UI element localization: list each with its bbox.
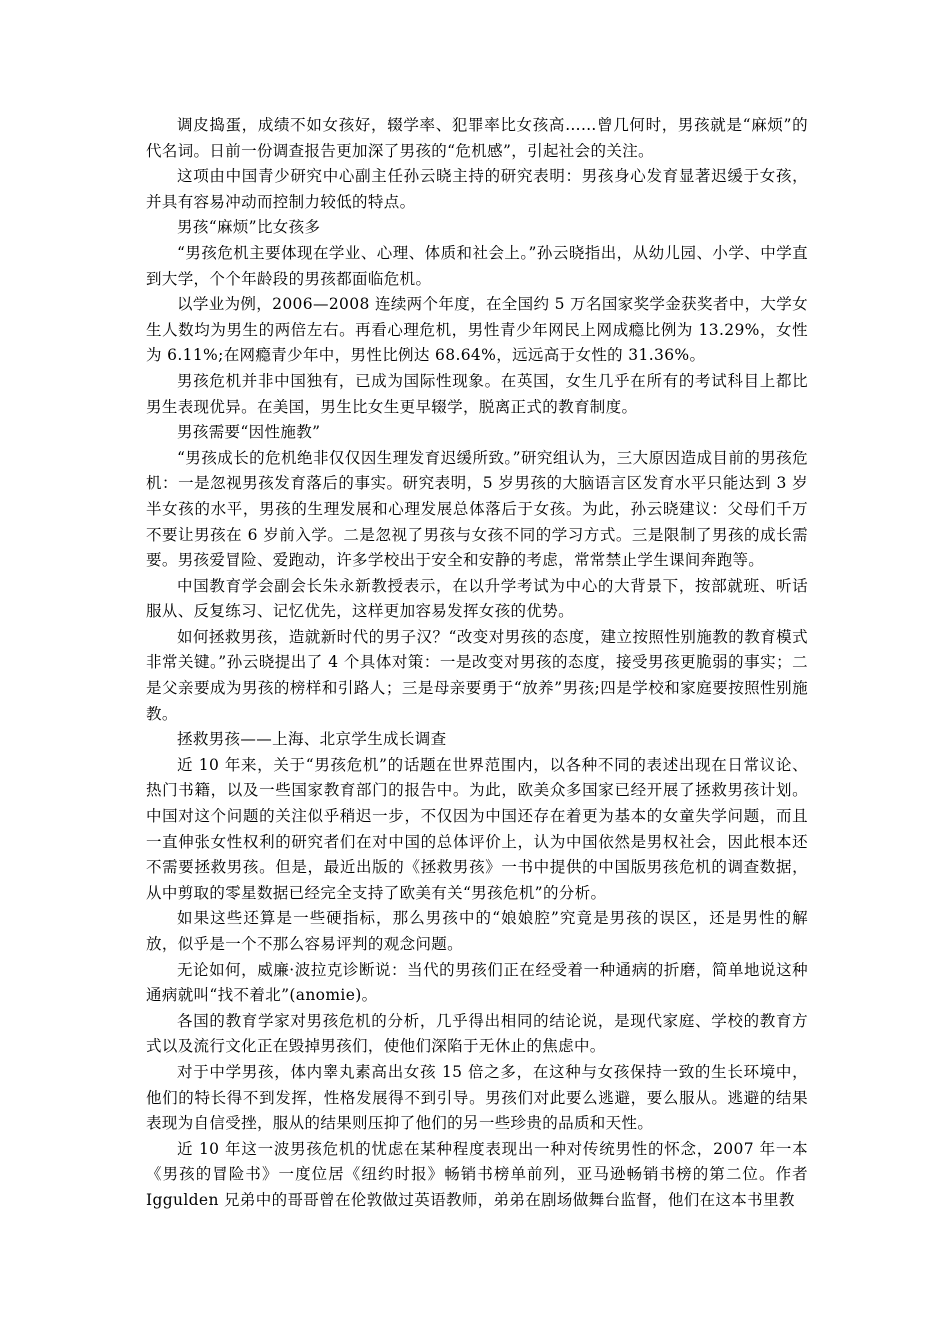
paragraph: 对于中学男孩，体内睾丸素高出女孩 15 倍之多，在这种与女孩保持一致的生长环境中，他们的特长得不到发挥，性格发展得不到引导。男孩们对此要么逃避，要么服从。逃避的结果表现为自信受挫，服从的结果则压抑了他们的另一些珍贵的品质和天性。 — [146, 1062, 808, 1133]
paragraph: “男孩危机主要体现在学业、心理、体质和社会上。”孙云晓指出，从幼儿园、小学、中学直到大学，个个年龄段的男孩都面临危机。 — [146, 243, 808, 288]
paragraph: 如何拯救男孩，造就新时代的男子汉？“改变对男孩的态度，建立按照性别施教的教育模式非常关键。”孙云晓提出了 4 个具体对策：一是改变对男孩的态度，接受男孩更脆弱的事实；二是父亲要成为男孩的榜样和引路人；三是母亲要勇于“放养”男孩;四是学校和家庭要按照性别施教。 — [146, 627, 808, 723]
paragraph: 近 10 年这一波男孩危机的忧虑在某种程度表现出一种对传统男性的怀念，2007 年一本《男孩的冒险书》一度位居《纽约时报》畅销书榜单前列，亚马逊畅销书榜的第二位。作者 Iggulden 兄弟中的哥哥曾在伦敦做过英语教师，弟弟在剧场做舞台监督，他们在这本书里教 — [146, 1139, 808, 1209]
paragraph: 男孩危机并非中国独有，已成为国际性现象。在英国，女生几乎在所有的考试科目上都比男生表现优异。在美国，男生比女生更早辍学，脱离正式的教育制度。 — [146, 371, 808, 416]
paragraph: 各国的教育学家对男孩危机的分析，几乎得出相同的结论说，是现代家庭、学校的教育方式以及流行文化正在毁掉男孩们，使他们深陷于无休止的焦虑中。 — [146, 1011, 808, 1056]
paragraph: 调皮捣蛋，成绩不如女孩好，辍学率、犯罪率比女孩高……曾几何时，男孩就是“麻烦”的代名词。日前一份调查报告更加深了男孩的“危机感”，引起社会的关注。 — [146, 116, 808, 160]
section-heading: 男孩“麻烦”比女孩多 — [177, 218, 321, 237]
document-page — [146, 113, 808, 1214]
paragraph: 中国教育学会副会长朱永新教授表示，在以升学考试为中心的大背景下，按部就班、听话服从、反复练习、记忆优先，这样更加容易发挥女孩的优势。 — [146, 576, 808, 621]
paragraph: 近 10 年来，关于“男孩危机”的话题在世界范围内，以各种不同的表述出现在日常议论、热门书籍，以及一些国家教育部门的报告中。为此，欧美众多国家已经开展了拯救男孩计划。中国对这个问题的关注似乎稍迟一步，不仅因为中国还存在着更为基本的女童失学问题，而且一直伸张女性权利的研究者们在对中国的总体评价上，认为中国依然是男权社会，因此根本还不需要拯救男孩。但是，最近出版的《拯救男孩》一书中提供的中国版男孩危机的调查数据，从中剪取的零星数据已经完全支持了欧美有关“男孩危机”的分析。 — [146, 755, 808, 902]
section-heading: 男孩需要“因性施教” — [177, 423, 321, 442]
paragraph: “男孩成长的危机绝非仅仅因生理发育迟缓所致。”研究组认为，三大原因造成目前的男孩危机：一是忽视男孩发育落后的事实。研究表明，5 岁男孩的大脑语言区发育水平只能达到 3 岁半女孩的水平，男孩的生理发展和心理发展总体落后于女孩。为此，孙云晓建议：父母们千万不要让男孩在 6 岁前入学。二是忽视了男孩与女孩不同的学习方式。三是限制了男孩的成长需要。男孩爱冒险、爱跑动，许多学校出于安全和安静的考虑，常常禁止学生课间奔跑等。 — [146, 448, 808, 570]
paragraph: 无论如何，威廉·波拉克诊断说：当代的男孩们正在经受着一种通病的折磨，简单地说这种通病就叫“找不着北”(anomie)。 — [146, 960, 808, 1005]
paragraph: 以学业为例，2006—2008 连续两个年度，在全国约 5 万名国家奖学金获奖者中，大学女生人数均为男生的两倍左右。再看心理危机，男性青少年网民上网成瘾比例为 13.29%，女性为 6.11%;在网瘾青少年中，男性比例达 68.64%，远远高于女性的 31.36%。 — [146, 295, 808, 365]
section-heading: 拯救男孩——上海、北京学生成长调查 — [177, 730, 447, 749]
paragraph: 这项由中国青少研究中心副主任孙云晓主持的研究表明：男孩身心发育显著迟缓于女孩，并具有容易冲动而控制力较低的特点。 — [146, 167, 808, 211]
paragraph: 如果这些还算是一些硬指标，那么男孩中的“娘娘腔”究竟是男孩的误区，还是男性的解放，似乎是一个不那么容易评判的观念问题。 — [146, 909, 808, 953]
